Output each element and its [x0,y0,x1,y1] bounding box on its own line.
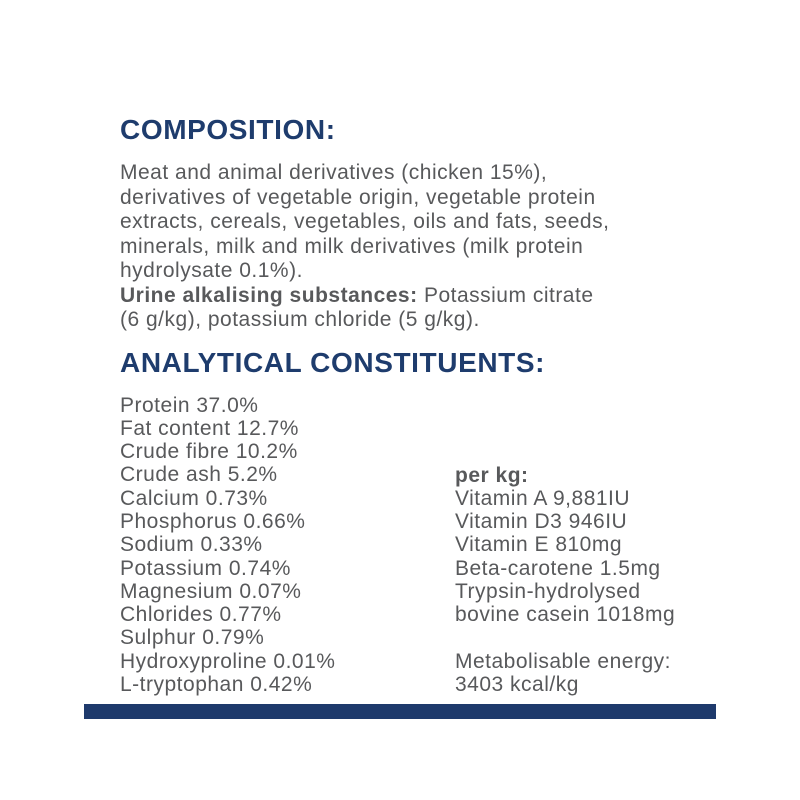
analytical-item: Hydroxyproline 0.01% [120,649,336,673]
urine-substances-line2: (6 g/kg), potassium chloride (5 g/kg). [120,308,480,331]
per-kg-item: Trypsin-hydrolysed [455,579,641,603]
per-kg-item: bovine casein 1018mg [455,603,676,627]
analytical-right-column [455,394,715,697]
per-kg-item: Vitamin E 810mg [455,533,623,557]
composition-line: extracts, cereals, vegetables, oils and fats, seeds, [120,210,610,233]
analytical-item: Sulphur 0.79% [120,626,265,650]
energy-label: Metabolisable energy: [455,649,671,673]
analytical-item: Potassium 0.74% [120,556,291,580]
per-kg-label: per kg: [455,463,529,487]
per-kg-item: Beta-carotene 1.5mg [455,556,661,580]
analytical-item: Fat content 12.7% [120,416,299,440]
analytical-item: Crude fibre 10.2% [120,440,298,464]
composition-paragraph [120,161,720,333]
per-kg-list [455,487,715,627]
analytical-item: Calcium 0.73% [120,486,268,510]
footer-bar [84,704,716,719]
analytical-heading: ANALYTICAL CONSTITUENTS: [120,346,546,378]
urine-substances-label: Urine alkalising substances: [120,283,418,307]
composition-heading: COMPOSITION: [120,114,336,145]
composition-lines [120,161,720,284]
composition-line: derivatives of vegetable origin, vegetable protein [120,185,596,209]
urine-substances-line [120,284,720,309]
composition-line: hydrolysate 0.1%). [120,259,303,282]
composition-line: minerals, milk and milk derivatives (milk protein [120,234,584,258]
analytical-item: Crude ash 5.2% [120,463,278,487]
composition-line: Meat and animal derivatives (chicken 15%), [120,161,548,184]
urine-substances-rest: Potassium citrate [417,283,594,307]
analytical-item: Chlorides 0.77% [120,603,282,627]
per-kg-item: Vitamin D3 946IU [455,510,628,534]
analytical-columns [120,394,720,697]
analytical-item: Phosphorus 0.66% [120,509,306,533]
analytical-item: Protein 37.0% [120,393,259,417]
energy-block [455,650,715,697]
analytical-item: Magnesium 0.07% [120,579,302,603]
energy-value: 3403 kcal/kg [455,672,579,696]
per-kg-item: Vitamin A 9,881IU [455,486,631,510]
analytical-left-column [120,394,455,697]
label-content [120,114,720,696]
analytical-item: L-tryptophan 0.42% [120,673,313,697]
analytical-item: Sodium 0.33% [120,533,263,557]
